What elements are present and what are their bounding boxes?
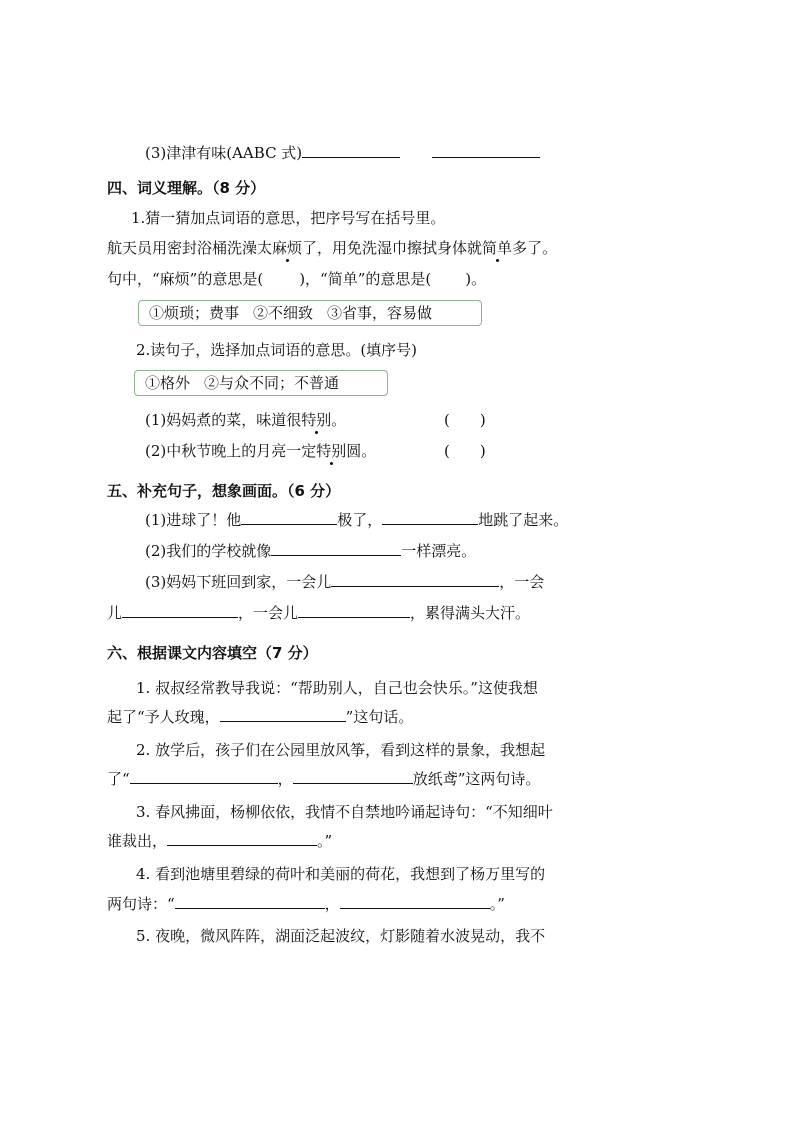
section4-heading: 四、词义理解。（8 分） [107,179,266,197]
section5-item1: (1)进球了！他 极了， 地跳了起来。 [145,511,569,529]
q3-item3: (3)津津有味(AABC 式) [145,143,540,163]
section4-q1-sentence: 航天员用密封浴桶洗澡太麻烦了，用免洗湿巾擦拭身体就简单多了。 [107,239,558,257]
section6-heading: 六、根据课文内容填空（7 分） [107,644,318,662]
section4-q1-instruction: 1.猜一猜加点词语的意思，把序号写在括号里。 [131,209,446,227]
section4-q2-instruction: 2.读句子，选择加点词语的意思。(填序号) [136,341,418,359]
section5-heading: 五、补充句子，想象画面。（6 分） [107,482,341,500]
answer-blank[interactable] [331,572,499,587]
section6-q5-line1: 5. 夜晚，微风阵阵，湖面泛起波纹，灯影随着水波晃动，我不 [136,927,546,945]
section6-q1-line1: 1. 叔叔经常教导我说：“帮助别人，自己也会快乐。”这使我想 [136,679,538,697]
answer-blank[interactable] [271,541,401,556]
option-1: ①烦琐；费事 [149,304,240,322]
dotted-word-jiandan: 简单 [482,239,513,257]
section5-item3: (3)妈妈下班回到家，一会儿 ，一会 [145,573,545,591]
option-1: ①格外 [145,374,191,392]
dotted-word-tebie: 特别 [301,411,332,429]
answer-blank[interactable] [175,894,325,909]
answer-blank[interactable] [241,510,337,525]
section4-q2-item2: (2)中秋节晚上的月亮一定特别圆。 [145,442,377,460]
section6-q3-line1: 3. 春风拂面，杨柳依依，我情不自禁地吟诵起诗句：“不知细叶 [136,803,553,821]
answer-blank[interactable] [298,603,410,618]
dotted-word-mafan: 麻烦 [272,239,303,257]
section6-q3-line2: 谁裁出， 。” [107,832,333,850]
answer-blank[interactable] [130,769,278,784]
section4-q2-options-box [134,370,388,396]
section6-q2-line2: 了“ ， 放纸鸢”这两句诗。 [107,770,541,788]
answer-blank[interactable] [340,894,490,909]
option-2: ②不细致 [253,304,314,322]
dotted-word-tebie: 特别 [316,442,347,460]
answer-paren-3[interactable]: ( ) [444,411,486,429]
section4-q2-item1: (1)妈妈煮的菜，味道很特别。 [145,411,347,429]
option-3: ③省事，容易做 [327,304,433,322]
answer-blank[interactable] [293,769,413,784]
section4-q1-question: 句中，“麻烦”的意思是( )，“简单”的意思是( )。 [107,270,487,288]
answer-blank[interactable] [302,143,400,158]
answer-blank[interactable] [122,603,238,618]
option-2: ②与众不同；不普通 [204,374,340,392]
answer-blank[interactable] [382,510,478,525]
section5-item3-cont: 儿 ，一会儿 ，累得满头大汗。 [107,604,531,622]
section5-item2: (2)我们的学校就像 一样漂亮。 [145,542,477,560]
section6-q2-line1: 2. 放学后，孩子们在公园里放风筝，看到这样的景象，我想起 [136,741,546,759]
answer-blank[interactable] [167,831,317,846]
answer-blank[interactable] [220,707,346,722]
answer-blank[interactable] [432,143,540,158]
section6-q4-line2: 两句诗：“ ， 。” [107,895,505,913]
section6-q1-line2: 起了“予人玫瑰， ”这句话。 [107,708,414,726]
section4-q1-options-box [138,300,482,326]
section6-q4-line1: 4. 看到池塘里碧绿的荷叶和美丽的荷花，我想到了杨万里写的 [136,865,546,883]
answer-paren-4[interactable]: ( ) [444,442,486,460]
